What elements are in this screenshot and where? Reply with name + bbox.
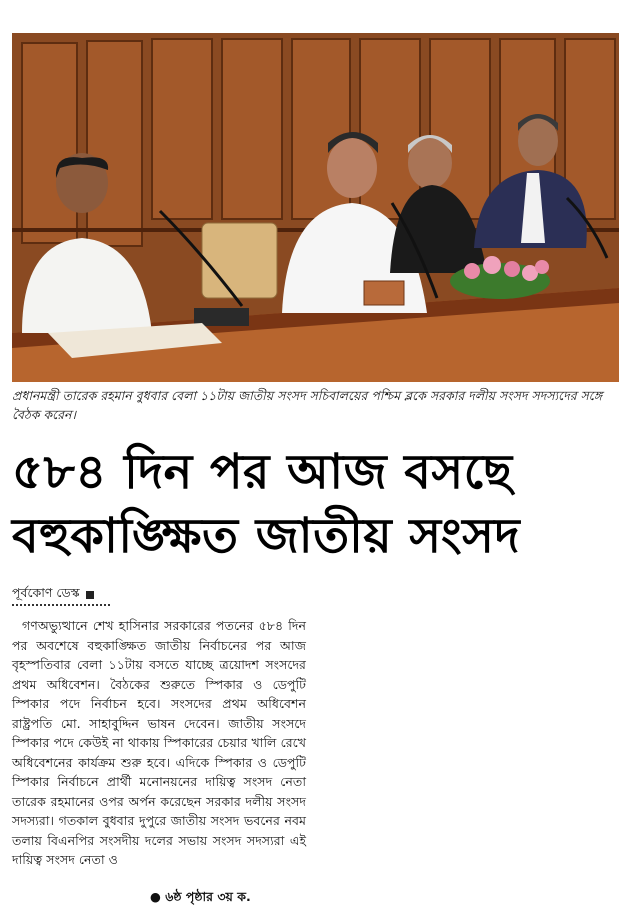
meeting-photo-illustration [12, 33, 619, 382]
continuation-note[interactable]: ● ৬ষ্ঠ পৃষ্ঠার ৩য় ক. [150, 889, 251, 904]
dotted-divider [12, 602, 110, 606]
article-body [12, 616, 306, 870]
headline [12, 440, 624, 568]
news-photo [12, 33, 619, 382]
article-paragraph: গণঅভ্যুত্থানে শেখ হাসিনার সরকারের পতনের ৫৮৪ দিন পর অবশেষে বহুকাঙ্ক্ষিত জাতীয় নির্বাচনের পর আজ বৃহস্পতিবার বেলা ১১টায় বসতে যাচ্ছে ত্রয়োদশ সংসদের প্রথম অধিবেশন। বৈঠকের শুরুতে স্পিকার ও ডেপুটি স্পিকার পদে নির্বাচন হবে। সংসদের প্রথম অধিবেশন রাষ্ট্রপতি মো. সাহাবুদ্দিন ভাষন দেবেন। জাতীয় সংসদে স্পিকার পদে কেউই না থাকায় স্পিকারের চেয়ার খালি রেখে অধিবেশনের কার্যক্রম শুরু হবে। এদিকে স্পিকার ও ডেপুটি স্পিকার নির্বাচনে প্রার্থী মনোনয়নের দায়িত্ব সংসদ নেতা তারেক রহমানের ওপর অর্পন করেছেন সরকার দলীয় সংসদ সদস্যরা। গতকাল বুধবার দুপুরে জাতীয় সংসদ ভবনের নবম তলায় বিএনপির সংসদীয় দলের সভায় সংসদ সদস্যরা এই দায়িত্ব সংসদ নেতা ও [12, 618, 306, 867]
square-bullet-icon [86, 591, 94, 599]
headline-line-1: ৫৮৪ দিন পর আজ বসছে [12, 444, 513, 500]
desk-label: পূর্বকোণ ডেস্ক [12, 585, 80, 600]
headline-line-2: বহুকাঙ্ক্ষিত জাতীয় সংসদ [12, 508, 521, 564]
photo-caption: প্রধানমন্ত্রী তারেক রহমান বুধবার বেলা ১১টায় জাতীয় সংসদ সচিবালয়ের পশ্চিম ব্লকে সরকার দলীয় সংসদ সদস্যদের সঙ্গে বৈঠক করেন। [12, 388, 603, 422]
